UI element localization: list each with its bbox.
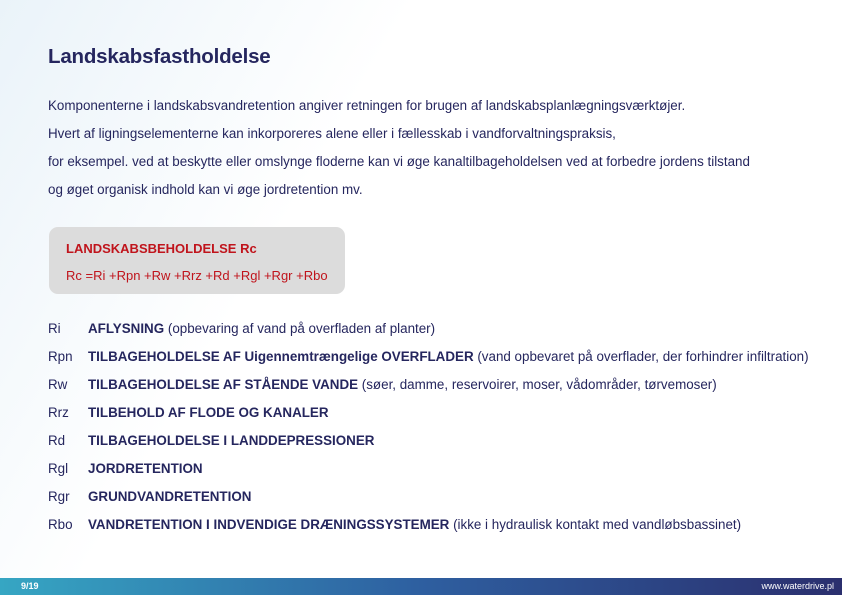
intro-line: og øget organisk indhold kan vi øge jordretention mv. [48,182,363,197]
definition-text [88,315,435,343]
definition-code: Rbo [48,517,73,532]
definition-text [88,455,203,483]
definition-description: (søer, damme, reservoirer, moser, vådområder, tørvemoser) [358,377,717,392]
definition-term: JORDRETENTION [88,461,203,476]
definition-row [48,371,838,399]
definition-code: Rrz [48,405,69,420]
formula-equation: Rc =Ri +Rpn +Rw +Rrz +Rd +Rgl +Rgr +Rbo [66,268,328,283]
definition-row [48,455,838,483]
definition-row [48,399,838,427]
definition-description: (vand opbevaret på overflader, der forhindrer infiltration) [473,349,809,364]
definition-text [88,427,374,455]
definition-row [48,343,838,371]
definition-term: AFLYSNING [88,321,165,336]
definition-code: Rpn [48,349,73,364]
formula-title: LANDSKABSBEHOLDELSE Rc [66,241,257,256]
intro-line: for eksempel. ved at beskytte eller omslynge floderne kan vi øge kanaltilbageholdelsen ved at forbedre jordens tilstand [48,154,750,169]
definitions-list [48,315,838,539]
definition-row [48,315,838,343]
definition-row [48,511,838,539]
definition-term: VANDRETENTION I INDVENDIGE DRÆNINGSSYSTEMER [88,517,450,532]
footer-bar [0,578,842,595]
definition-term: TILBAGEHOLDELSE AF STÅENDE VANDE [88,377,359,392]
definition-text [88,343,809,371]
definition-description: (ikke i hydraulisk kontakt med vandløbsbassinet) [449,517,742,532]
formula-box [49,227,345,294]
definition-row [48,483,838,511]
definition-code: Rd [48,433,66,448]
definition-code: Ri [48,321,61,336]
intro-line: Hvert af ligningselementerne kan inkorporeres alene eller i fællesskab i vandforvaltningspraksis, [48,126,616,141]
definition-term: GRUNDVANDRETENTION [88,489,252,504]
definition-code: Rw [48,377,68,392]
definition-code: Rgr [48,489,70,504]
definition-row [48,427,838,455]
definition-description: (opbevaring af vand på overfladen af planter) [164,321,436,336]
definition-text [88,371,717,399]
intro-line: Komponenterne i landskabsvandretention angiver retningen for brugen af landskabsplanlægningsværktøjer. [48,98,686,113]
definition-term: TILBEHOLD AF FLODE OG KANALER [88,405,329,420]
definition-term: TILBAGEHOLDELSE I LANDDEPRESSIONER [88,433,375,448]
page-number: 9/19 [21,581,39,591]
definition-code: Rgl [48,461,69,476]
page-title: Landskabsfastholdelse [48,45,271,68]
definition-text [88,399,329,427]
definition-term: TILBAGEHOLDELSE AF Uigennemtrængelige OVERFLADER [88,349,474,364]
definition-text [88,511,741,539]
website-link[interactable]: www.waterdrive.pl [761,581,834,591]
definition-text [88,483,251,511]
intro-paragraph [48,92,828,204]
